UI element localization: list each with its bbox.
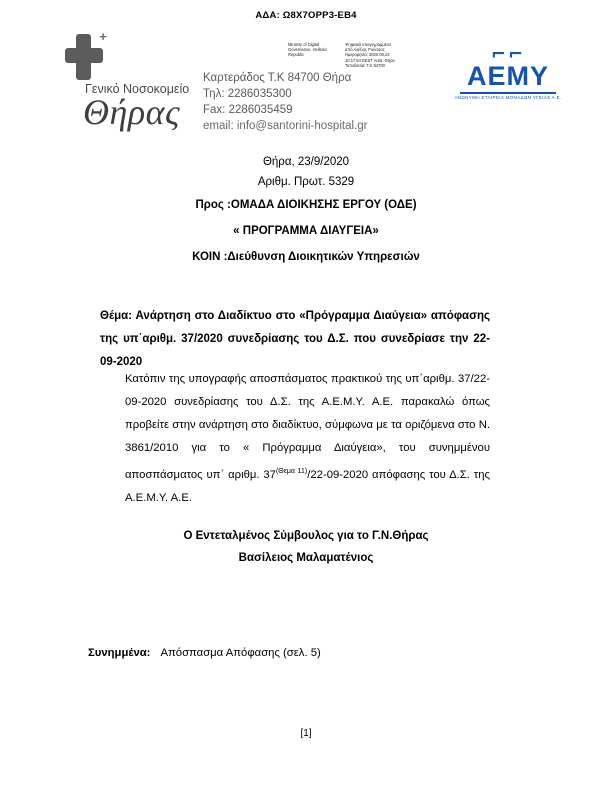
contact-phone: Τηλ: 2286035300	[203, 88, 292, 100]
contact-fax: Fax: 2286035459	[203, 104, 293, 116]
place-date: Θήρα, 23/9/2020	[262, 156, 350, 168]
aemy-logo-name: ΑΕΜΥ	[466, 61, 549, 91]
hospital-name-line1: Γενικό Νοσοκομείο	[85, 82, 190, 96]
aemy-logo-subtitle: ΑΝΩΝΥΜΗ ΕΤΑΙΡΕΙΑ ΜΟΝΑΔΩΝ ΥΓΕΙΑΣ Α.Ε.	[454, 94, 562, 100]
addressing-block	[0, 192, 612, 270]
recipient-line: Προς :ΟΜΑΔΑ ΔΙΟΙΚΗΣΗΣ ΕΡΓΟΥ (ΟΔΕ)	[195, 199, 417, 211]
document-header	[0, 22, 612, 142]
signature-name: Βασίλειος Μαλαματένιος	[238, 552, 374, 564]
program-line: « ΠΡΟΓΡΑΜΜΑ ΔΙΑΥΓΕΙΑ»	[233, 225, 379, 237]
contact-address: Καρτεράδος Τ.Κ 84700 Θήρα	[203, 72, 352, 84]
body-superscript: (Θεμα 11)	[275, 468, 308, 475]
document-meta	[0, 152, 612, 192]
aemy-logo	[448, 44, 568, 108]
aemy-mark-icon: ⌐⌐	[490, 44, 526, 65]
ada-code: ΑΔΑ: Ω8Χ7ΟΡΡ3-ΕΒ4	[255, 10, 357, 21]
body-part2: /22-09-2020 απόφασης του Δ.Σ. της Α.Ε.Μ.Υ. Α.Ε.	[125, 468, 490, 504]
body-paragraph	[125, 368, 490, 510]
subject-paragraph: Θέμα: Ανάρτηση στο Διαδίκτυο στο «Πρόγραμμα Διαύγεια» απόφασης της υπ΄αριθμ. 37/2020 συνεδρίασης του Δ.Σ. που συνεδρίασε την 22-09-2020	[100, 310, 490, 368]
medical-cross-icon: +	[63, 32, 105, 82]
aemy-rule	[460, 92, 556, 94]
cc-line: ΚΟΙΝ :Διεύθυνση Διοικητικών Υπηρεσιών	[192, 251, 420, 263]
hospital-logo	[55, 29, 205, 142]
attachments-value: Απόσπασμα Απόφασης (σελ. 5)	[160, 647, 321, 659]
protocol-number: Αριθμ. Πρωτ. 5329	[257, 176, 355, 188]
signature-role: Ο Εντεταλμένος Σύμβουλος για το Γ.Ν.Θήρας	[183, 530, 429, 542]
body-part1: Κατόπιν της υπογραφής αποσπάσματος πρακτικού της υπ΄αριθμ. 37/22-09-2020 συνεδρίασης του Δ.Σ. της Α.Ε.Μ.Υ. Α.Ε. παρακαλώ όπως προβείτε στην ανάρτηση στο διαδίκτυο, σύμφωνα με τα οριζόμενα στο Ν. 3861/2010 για το « Πρόγραμμα Διαύγεια», του συνημμένου αποσπάσματος υπ΄ αριθμ. 37	[125, 373, 490, 481]
signature-block	[0, 525, 612, 569]
ministry-text-en: Ministry of Digital Governance, Hellenic Republic	[288, 42, 328, 58]
page-number: [1]	[300, 728, 312, 739]
attachments-label: Συνημμένα:	[88, 647, 151, 659]
hospital-name-line2: Θήρας	[83, 92, 181, 132]
attachments-block	[88, 647, 321, 659]
ministry-text-gr: Ψηφιακά υπογεγραμμένο από Αλέξιος Ρούσσος Ημερομηνία: 2020.09.23 10:17:54 EEST Αιτία: Θήρα Τοποθεσία: Τ.Κ 84700	[345, 42, 395, 68]
hospital-contact-block	[203, 70, 367, 134]
digital-signature-stamp	[288, 42, 408, 68]
contact-email: email: info@santorini-hospital.gr	[203, 120, 368, 132]
